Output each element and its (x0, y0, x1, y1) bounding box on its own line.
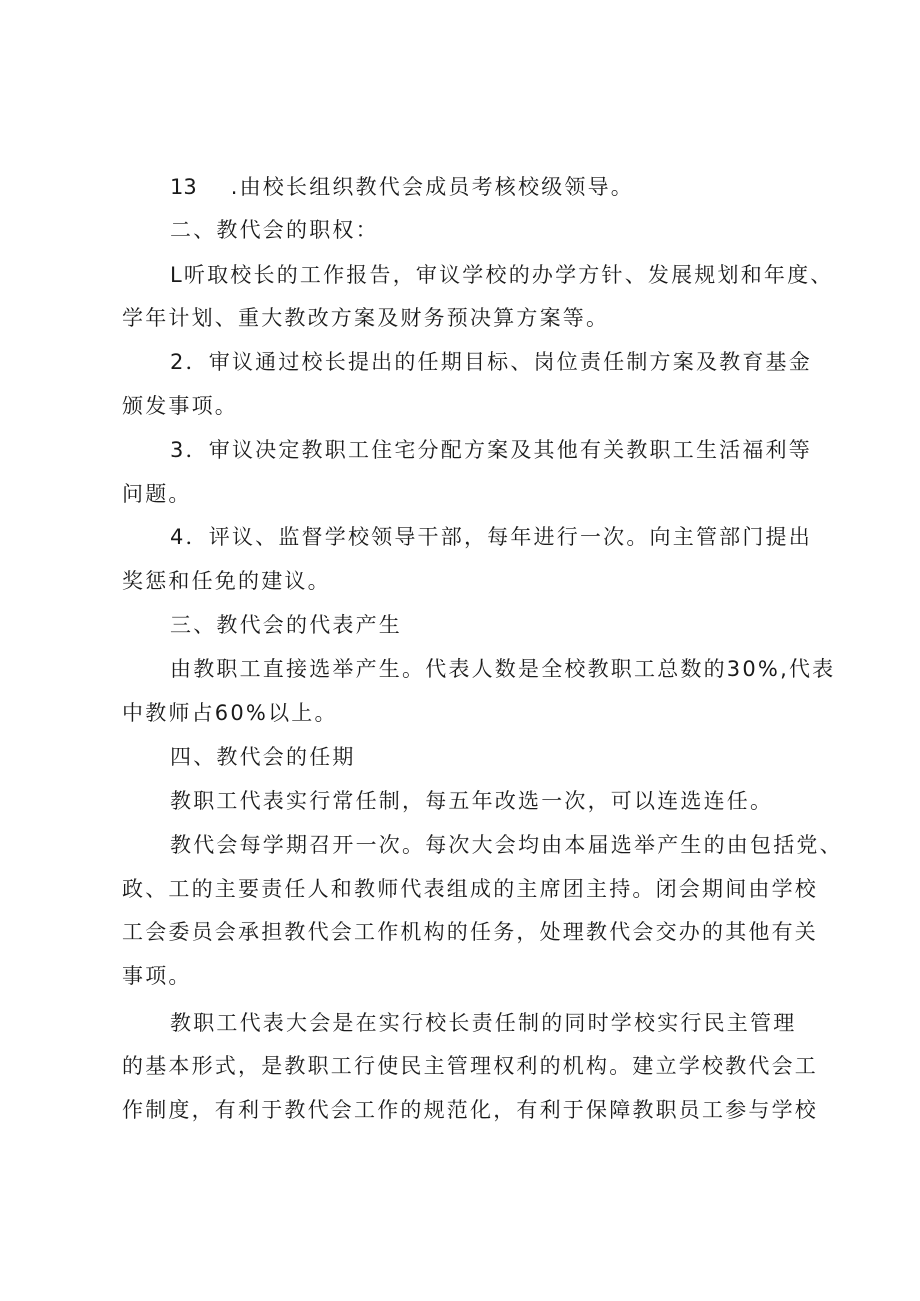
meeting-line-2: 政、工的主要责任人和教师代表组成的主席团主持。闭会期间由学校 (122, 877, 818, 901)
item-13-number: 13 (170, 175, 197, 199)
power-3-line-2: 问题。 (122, 482, 192, 506)
meeting-line-1: 教代会每学期召开一次。每次大会均由本届选举产生的由包括党、 (170, 833, 843, 857)
section-2-heading: 二、教代会的职权： (170, 218, 379, 242)
power-2-line-2: 颁发事项。 (122, 394, 238, 418)
section-3-heading: 三、教代会的代表产生 (170, 613, 402, 637)
representatives-line-1: 由教职工直接选举产生。代表人数是全校教职工总数的30%,代表 (170, 657, 836, 681)
item-13-text: .由校长组织教代会成员考核校级领导。 (230, 175, 635, 199)
item-13 (170, 172, 822, 202)
term-paragraph: 教职工代表实行常任制，每五年改选一次，可以连选连任。 (170, 789, 774, 813)
power-2-line-1: 2．审议通过校长提出的任期目标、岗位责任制方案及教育基金 (170, 350, 812, 374)
summary-line-3: 作制度，有利于教代会工作的规范化，有利于保障教职员工参与学校 (122, 1098, 818, 1122)
summary-line-1: 教职工代表大会是在实行校长责任制的同时学校实行民主管理 (170, 1011, 797, 1035)
power-3-line-1: 3．审议决定教职工住宅分配方案及其他有关教职工生活福利等 (170, 438, 812, 462)
power-1-line-2: 学年计划、重大教改方案及财务预决算方案等。 (122, 306, 610, 330)
representatives-line-2: 中教师占60%以上。 (122, 701, 338, 725)
section-4-heading: 四、教代会的任期 (170, 745, 356, 769)
summary-line-2: 的基本形式，是教职工行使民主管理权利的机构。建立学校教代会工 (122, 1054, 818, 1078)
power-4-line-2: 奖惩和任免的建议。 (122, 569, 331, 593)
power-1-line-1: L听取校长的工作报告，审议学校的办学方针、发展规划和年度、 (170, 263, 834, 287)
meeting-line-3: 工会委员会承担教代会工作机构的任务，处理教代会交办的其他有关 (122, 920, 818, 944)
power-4-line-1: 4．评议、监督学校领导干部，每年进行一次。向主管部门提出 (170, 525, 812, 549)
meeting-line-4: 事项。 (122, 964, 192, 988)
